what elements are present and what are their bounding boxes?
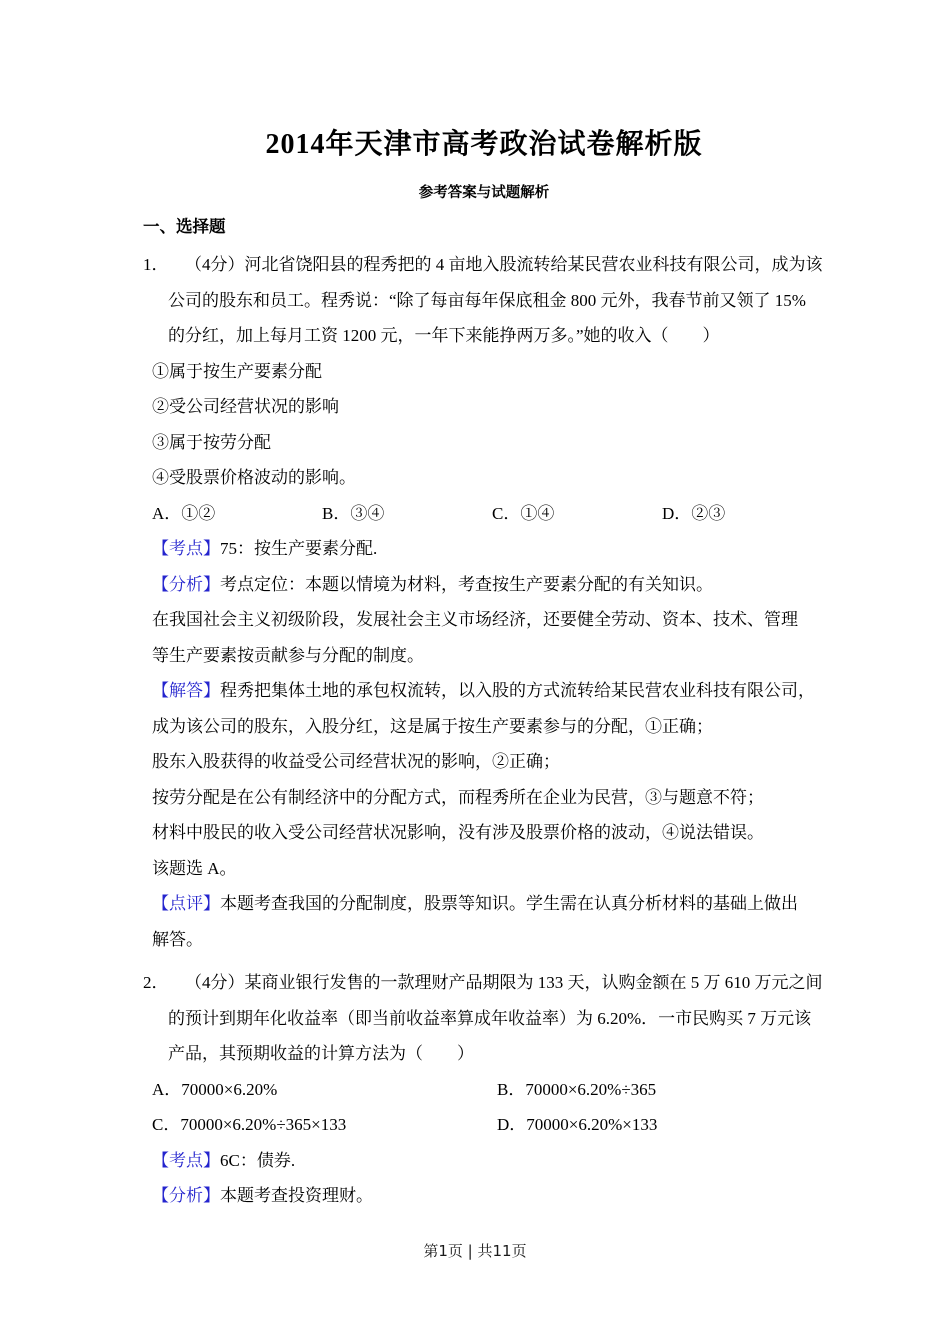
kaodian-text: 6C：债券.	[220, 1150, 296, 1170]
fenxi-line: 在我国社会主义初级阶段，发展社会主义市场经济，还要健全劳动、资本、技术、管理	[152, 610, 798, 629]
fenxi-paragraph	[152, 567, 825, 603]
statement-item-1: ①属于按生产要素分配	[152, 361, 322, 381]
option-c: C．①④	[492, 503, 555, 523]
stem-text: （4分）河北省饶阳县的程秀把的 4 亩地入股流转给某民营农业科技有限公司，成为该	[185, 255, 823, 274]
section-heading: 一、选择题	[143, 217, 226, 236]
option-b: B．70000×6.20%÷365	[497, 1079, 657, 1099]
question-1-options	[152, 496, 825, 532]
jieda-line: 材料中股民的收入受公司经营状况影响，没有涉及股票价格的波动，④说法错误。	[152, 823, 764, 842]
kaodian-label: 【考点】	[152, 539, 220, 558]
stem-line: 的分红，加上每月工资 1200 元，一年下来能挣两万多。”她的收入（ ）	[168, 326, 720, 345]
jieda-label: 【解答】	[152, 681, 220, 700]
statement-item-4: ④受股票价格波动的影响。	[152, 468, 356, 487]
statement-item-3: ③属于按劳分配	[152, 432, 271, 452]
stem-line: 公司的股东和员工。程秀说：“除了每亩每年保底租金 800 元外，我春节前又领了 15%	[168, 290, 806, 310]
option-b: B．③④	[322, 503, 385, 523]
question-number: 2．	[143, 973, 169, 992]
question-2	[143, 965, 825, 1214]
kaodian-text: 75：按生产要素分配.	[220, 539, 378, 558]
option-a: A．70000×6.20%	[152, 1079, 278, 1099]
stem-line: 产品，其预期收益的计算方法为（ ）	[168, 1044, 474, 1063]
fenxi-paragraph	[152, 1178, 825, 1214]
fenxi-line: 等生产要素按贡献参与分配的制度。	[152, 645, 424, 665]
jieda-line: 按劳分配是在公有制经济中的分配方式，而程秀所在企业为民营，③与题意不符；	[152, 787, 764, 807]
jieda-text: 程秀把集体土地的承包权流转，以入股的方式流转给某民营农业科技有限公司，	[220, 681, 815, 700]
answer-line: 该题选 A。	[152, 858, 237, 878]
fenxi-label: 【分析】	[152, 1186, 220, 1205]
stem-text: （4分）某商业银行发售的一款理财产品期限为 133 天，认购金额在 5 万 610 万元之间	[185, 973, 823, 992]
question-1	[143, 247, 825, 957]
fenxi-label: 【分析】	[152, 574, 220, 594]
stem-line	[143, 965, 825, 1001]
fenxi-text: 考点定位：本题以情境为材料，考查按生产要素分配的有关知识。	[220, 574, 713, 594]
option-d: D．②③	[662, 503, 726, 523]
stem-line: 的预计到期年化收益率（即当前收益率算成年收益率）为 6.20%．一市民购买 7 万元该	[168, 1008, 812, 1028]
question-1-stem	[143, 247, 825, 354]
option-d: D．70000×6.20%×133	[497, 1115, 658, 1134]
question-2-options	[152, 1072, 825, 1143]
question-2-stem	[143, 965, 825, 1072]
kaodian-paragraph	[152, 1143, 825, 1179]
jieda-line: 成为该公司的股东，入股分红，这是属于按生产要素参与的分配，①正确；	[152, 716, 713, 736]
dianping-label: 【点评】	[152, 894, 220, 913]
kaodian-paragraph	[152, 531, 825, 567]
dianping-text: 本题考查我国的分配制度，股票等知识。学生需在认真分析材料的基础上做出	[220, 894, 798, 913]
dianping-paragraph	[152, 886, 825, 922]
kaodian-label: 【考点】	[152, 1150, 220, 1170]
option-c: C．70000×6.20%÷365×133	[152, 1115, 347, 1134]
page-title: 2014年天津市高考政治试卷解析版	[265, 129, 703, 160]
fenxi-text: 本题考查投资理财。	[220, 1186, 373, 1205]
option-a: A．①②	[152, 503, 216, 523]
stem-line	[143, 247, 825, 283]
page-number-footer: 第1页 | 共11页	[423, 1242, 527, 1260]
question-number: 1．	[143, 255, 169, 274]
jieda-line: 股东入股获得的收益受公司经营状况的影响，②正确；	[152, 752, 560, 771]
statement-item-2: ②受公司经营状况的影响	[152, 397, 339, 416]
jieda-paragraph	[152, 673, 825, 709]
dianping-line: 解答。	[152, 929, 203, 949]
page-subtitle: 参考答案与试题解析	[418, 185, 550, 201]
